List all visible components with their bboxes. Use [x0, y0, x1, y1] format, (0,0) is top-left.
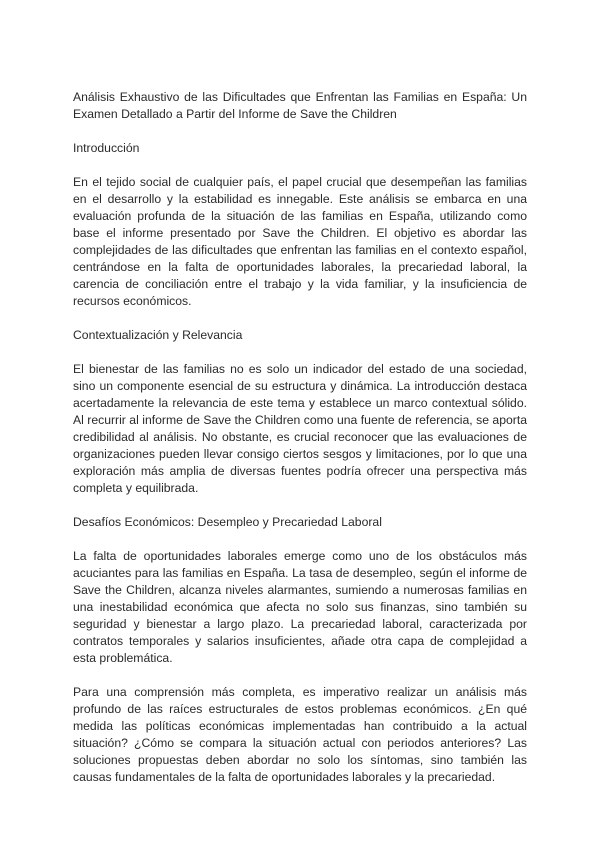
section-heading: Introducción — [73, 141, 140, 155]
section-introduccion — [73, 140, 527, 310]
paragraph: Para una comprensión más completa, es imperativo realizar un análisis más profundo de las raíces estructurales de estos problemas económicos. ¿En qué medida las políticas económicas implementadas han contribuido a la actual situación? ¿Cómo se compara la situación actual con periodos anteriores? Las soluciones propuestas deben abordar no solo los síntomas, sino también las causas fundamentales de la falta de oportunidades laborales y la precariedad. — [73, 685, 527, 784]
paragraph: La falta de oportunidades laborales emerge como uno de los obstáculos más acuciantes para las familias en España. La tasa de desempleo, según el informe de Save the Children, alcanza niveles alarmantes, sumiendo a numerosas familias en una inestabilidad económica que afecta no solo sus finanzas, sino también su seguridad y bienestar a largo plazo. La precariedad laboral, caracterizada por contratos temporales y salarios insuficientes, añade otra capa de complejidad a esta problemática. — [73, 549, 527, 665]
document-title: Análisis Exhaustivo de las Dificultades que Enfrentan las Familias en España: Un Examen Detallado a Partir del Informe de Save the Children — [73, 90, 527, 121]
document-page — [73, 89, 527, 803]
section-contextualizacion — [73, 327, 527, 497]
section-heading: Desafíos Económicos: Desempleo y Precariedad Laboral — [73, 515, 382, 529]
section-desafios-economicos — [73, 514, 527, 786]
paragraph: El bienestar de las familias no es solo un indicador del estado de una sociedad, sino un componente esencial de su estructura y dinámica. La introducción destaca acertadamente la relevancia de este tema y establece un marco contextual sólido. Al recurrir al informe de Save the Children como una fuente de referencia, se aporta credibilidad al análisis. No obstante, es crucial reconocer que las evaluaciones de organizaciones pueden llevar consigo ciertos sesgos y limitaciones, por lo que una exploración más amplia de diversas fuentes podría ofrecer una perspectiva más completa y equilibrada. — [73, 362, 527, 495]
section-heading: Contextualización y Relevancia — [73, 328, 243, 342]
paragraph: En el tejido social de cualquier país, el papel crucial que desempeñan las familias en el desarrollo y la estabilidad es innegable. Este análisis se embarca en una evaluación profunda de la situación de las familias en España, utilizando como base el informe presentado por Save the Children. El objetivo es abordar las complejidades de las dificultades que enfrentan las familias en el contexto español, centrándose en la falta de oportunidades laborales, la precariedad laboral, la carencia de conciliación entre el trabajo y la vida familiar, y la insuficiencia de recursos económicos. — [73, 175, 527, 308]
